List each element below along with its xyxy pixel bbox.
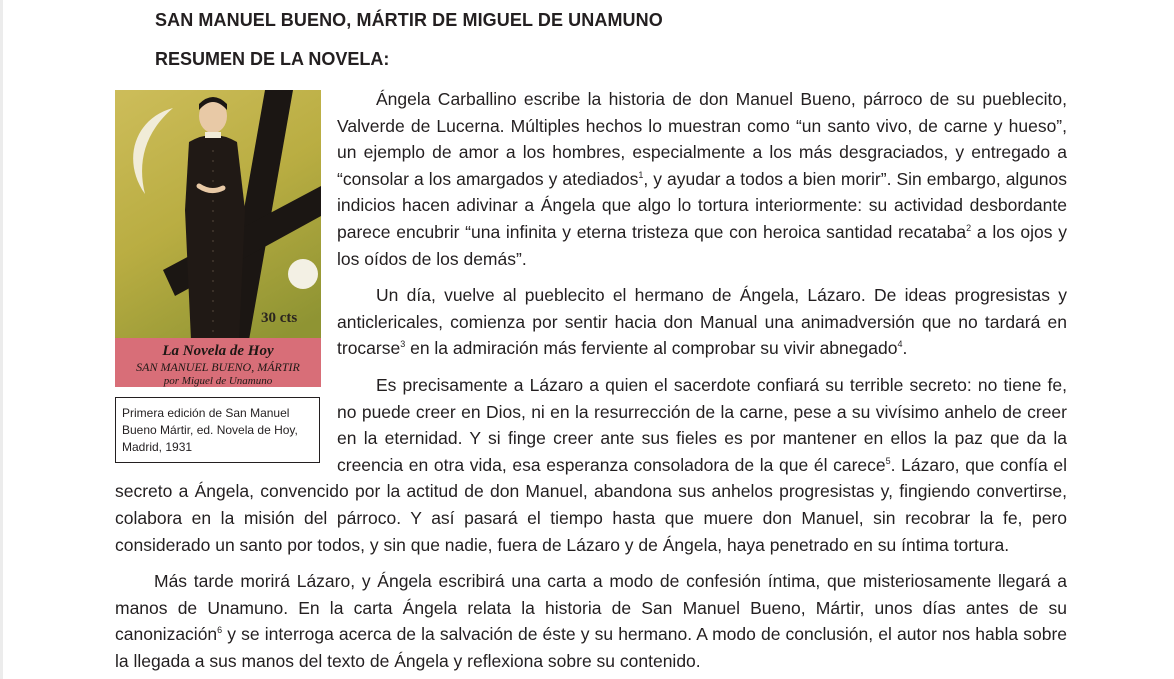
footnote-ref: 4 [897,339,903,350]
summary-text [115,86,1067,679]
footnote-ref: 5 [885,455,891,466]
footnote-ref: 1 [638,169,644,180]
text-run: Más tarde morirá Lázaro, y Ángela escribirá una carta a modo de confesión íntima, que misteriosamente llegará a manos de Unamuno. En la carta Ángela relata la historia de San Manuel Bueno, Mártir, unos días antes de su canonización [115,571,1067,645]
text-run: Un día, vuelve al pueblecito el hermano de Ángela, Lázaro. De ideas progresistas y anticlericales, comienza por sentir hacia don Manual una animadversión que no tardará en trocarse [337,285,1067,359]
cover-price-label: 30 cts [261,310,298,326]
footnote-ref: 2 [966,222,972,233]
text-run: Ángela Carballino escribe la historia de don Manuel Bueno, párroco de su pueblecito, Valverde de Lucerna. Múltiples hechos lo muestran como “un santo vivo, de carne y hueso”, un ejemplo de amor a los hombres, especialmente a los más desgraciados, y entregado a “consolar a los amargados y atediados [337,89,1067,189]
footnote-ref: 3 [400,339,406,350]
cover-title-label: SAN MANUEL BUENO, MÁRTIR [136,360,300,374]
document-title: SAN MANUEL BUENO, MÁRTIR DE MIGUEL DE UNAMUNO [155,10,663,30]
text-run: a los ojos y los oídos de los demás”. [337,221,1067,269]
section-heading: RESUMEN DE LA NOVELA: [155,49,390,69]
text-run: Es precisamente a Lázaro a quien el sacerdote confiará su terrible secreto: no tiene fe, no puede creer en Dios, ni en la resurrección de la carne, pese a su vivísimo anhelo de creer en la eternidad. Y si finge creer ante sus fieles es por mantener en ellos la paz que da la creencia en otra vida, esa esperanza consoladora de la que él carece [337,374,1067,475]
text-run: en la admiración más ferviente al comprobar su vivir abnegado [405,338,898,359]
summary-paragraph [115,568,1067,674]
footnote-ref: 6 [217,625,223,636]
figure-spacer [115,86,337,459]
figure-caption: Primera edición de San Manuel Bueno Mártir, ed. Novela de Hoy, Madrid, 1931 [115,397,320,463]
text-run: , y ayudar a todos a bien morir”. Sin embargo, algunos indicios hacen adivinar a Ángela que algo lo tortura interiormente: su actividad desbordante parece encubrir “una infinita y eterna tristeza que con heroica santidad recataba [337,168,1067,242]
text-run: y se interroga acerca de la salvación de éste y su hermano. A modo de conclusión, el autor nos habla sobre la llegada a sus manos del texto de Ángela y reflexiona sobre su contenido. [115,624,1067,671]
cover-series-label: La Novela de Hoy [162,343,274,359]
cover-author-label: por Miguel de Unamuno [163,375,273,387]
text-run: . Lázaro, que confía el secreto a Ángela, convencido por la actitud de don Manuel, abandona sus anhelos progresistas y, fingiendo convertirse, colabora en la misión del párroco. Y así pasará el tiempo hasta que muere don Manuel, sin recobrar la fe, pero considerado un santo por todos, y sin que nadie, fuera de Lázaro y de Ángela, haya penetrado en su íntima tortura. [115,454,1067,555]
text-run: . [902,338,908,359]
